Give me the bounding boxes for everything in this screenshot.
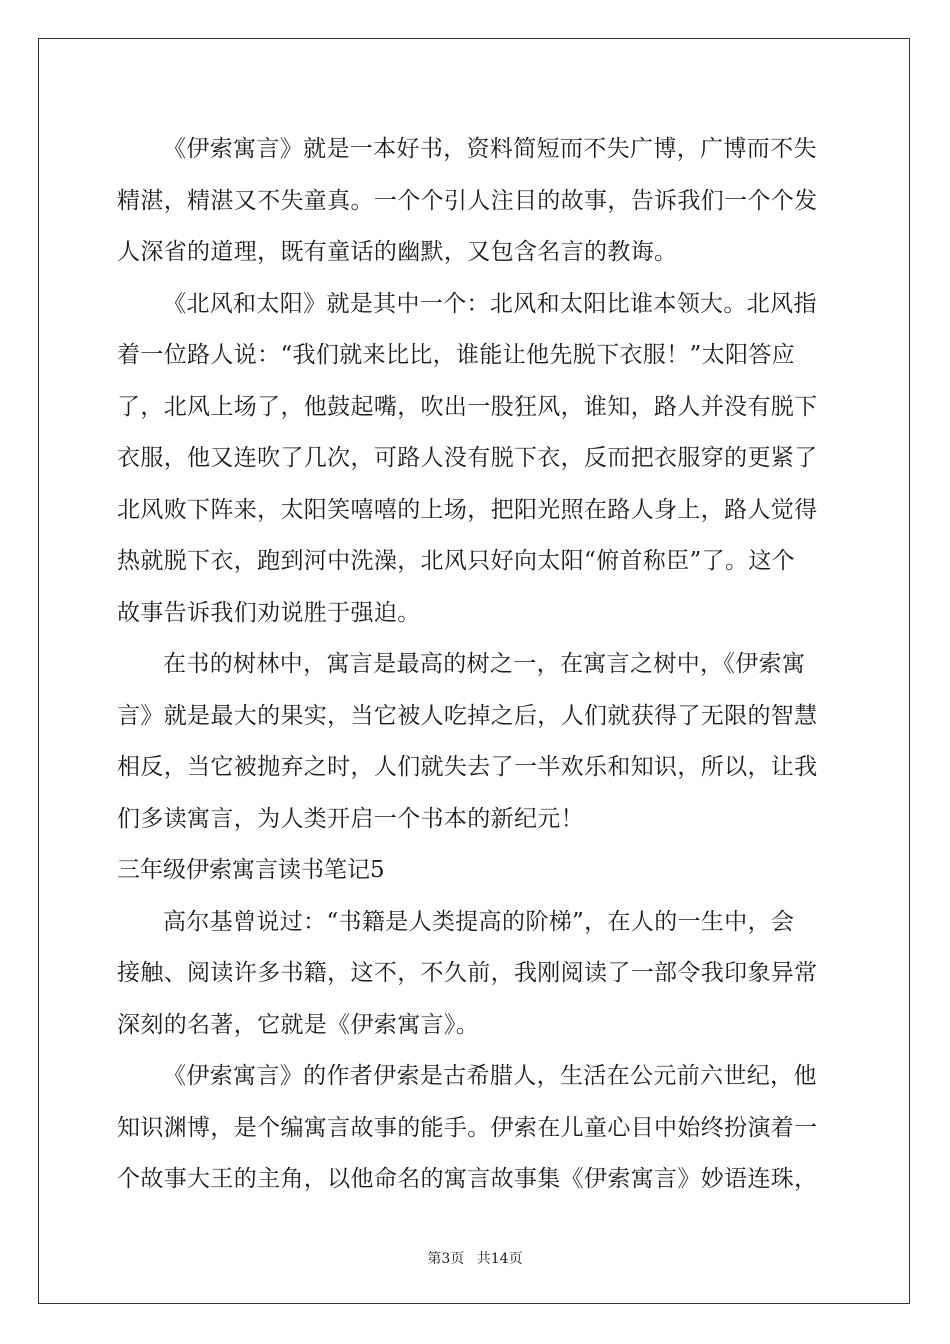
text-line: 《北风和太阳》就是其中一个：北风和太阳比谁本领大。北风指	[163, 290, 817, 317]
text-line: 故事告诉我们劝说胜于强迫。	[117, 599, 421, 626]
text-line: 在书的树林中，寓言是最高的树之一，在寓言之树中，《伊索寓	[163, 651, 806, 677]
text-line: 相反，当它被抛弃之时，人们就失去了一半欢乐和知识，所以，让我	[117, 754, 818, 780]
text-line: 人深省的道理，既有童话的幽默，又包含名言的教诲。	[117, 239, 678, 265]
text-line: 北风败下阵来，太阳笑嘻嘻的上场，把阳光照在路人身上，路人觉得	[117, 496, 818, 523]
text-line: 着一位路人说：“我们就来比比，谁能让他先脱下衣服！”太阳答应	[117, 342, 796, 368]
section-heading: 三年级伊索寓言读书笔记5	[117, 857, 385, 883]
text-line: 言》就是最大的果实，当它被人吃掉之后，人们就获得了无限的智慧	[117, 702, 818, 729]
text-line: 接触、阅读许多书籍，这不，不久前，我刚阅读了一部令我印象异常	[117, 960, 818, 986]
text-line: 了，北风上场了，他鼓起嘴，吹出一股狂风，谁知，路人并没有脱下	[117, 393, 818, 420]
text-line: 深刻的名著，它就是《伊索寓言》。	[117, 1011, 480, 1038]
page-footer	[0, 1248, 950, 1268]
text-line: 衣服，他又连吹了几次，可路人没有脱下衣，反而把衣服穿的更紧了	[117, 445, 818, 471]
text-line: 精湛，精湛又不失童真。一个个引人注目的故事，告诉我们一个个发	[117, 187, 818, 214]
page-number: 第3页	[427, 1251, 465, 1267]
text-line: 热就脱下衣，跑到河中洗澡，北风只好向太阳“俯首称臣”了。这个	[117, 548, 796, 574]
text-line: 《伊索寓言》的作者伊索是古希腊人，生活在公元前六世纪，他	[163, 1063, 817, 1089]
text-line: 高尔基曾说过：“书籍是人类提高的阶梯”，在人的一生中，会	[163, 908, 795, 935]
text-line: 个故事大王的主角，以他命名的寓言故事集《伊索寓言》妙语连珠，	[117, 1166, 818, 1192]
document-body	[117, 124, 833, 1206]
text-line: 们多读寓言，为人类开启一个书本的新纪元！	[117, 805, 584, 832]
page-total: 共14页	[476, 1251, 523, 1267]
text-line: 《伊索寓言》就是一本好书，资料简短而不失广博，广博而不失	[163, 136, 817, 162]
text-line: 知识渊博，是个编寓言故事的能手。伊索在儿童心目中始终扮演着一	[117, 1114, 818, 1141]
